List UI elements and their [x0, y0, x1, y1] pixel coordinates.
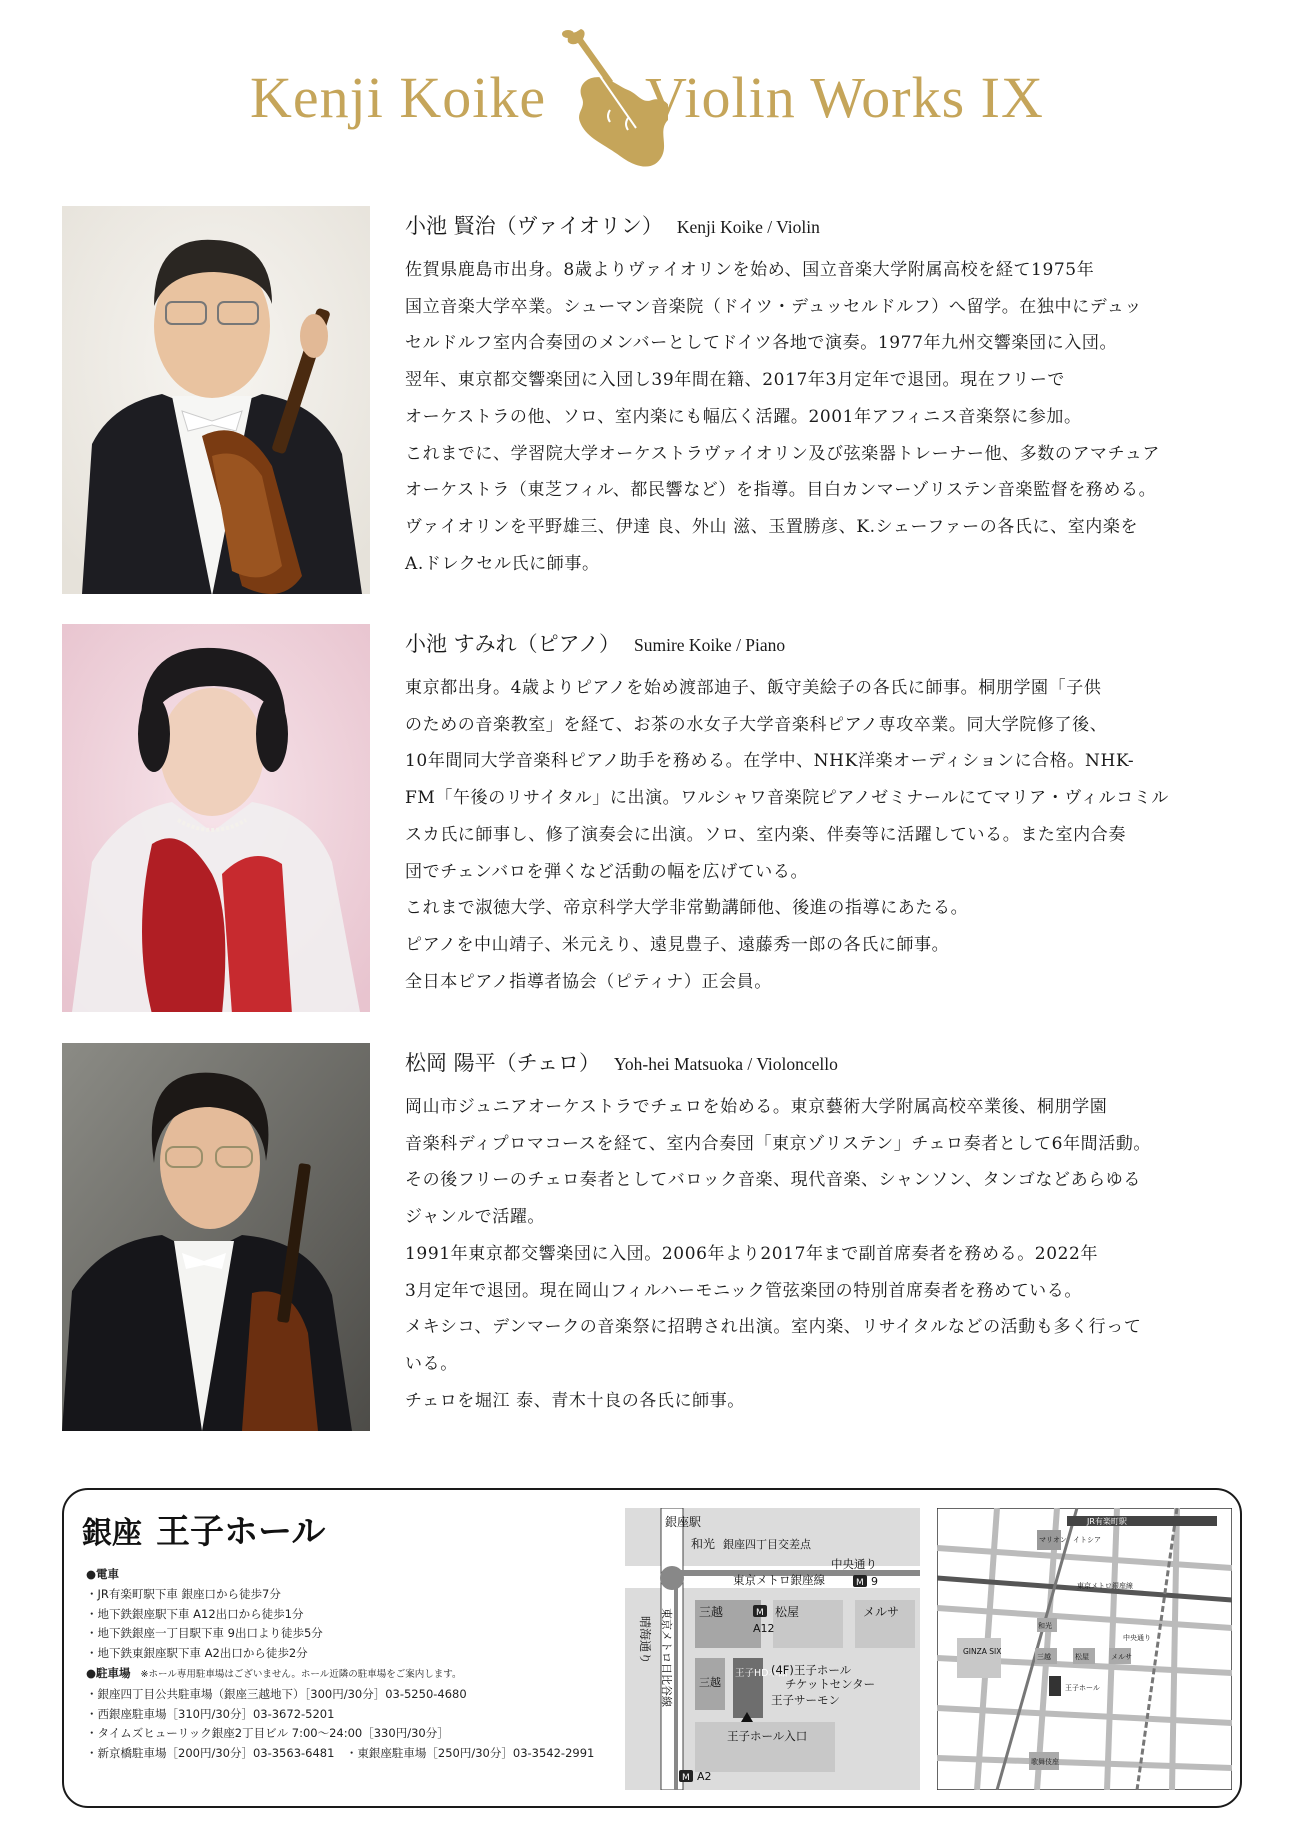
map-ticket-center: チケットセンター: [785, 1677, 876, 1691]
map-chuo: 中央通り: [1123, 1634, 1151, 1642]
bio-line: ヴァイオリンを平野雄三、伊達 良、外山 滋、玉置勝彦、K.シェーファーの各氏に、室内楽を: [405, 516, 1139, 537]
train-line: ・JR有楽町駅下車 銀座口から徒歩7分: [86, 1586, 281, 1601]
performer-name-en: Kenji Koike / Violin: [676, 217, 820, 237]
map-oji-salmon: 王子サーモン: [771, 1693, 840, 1707]
map-mullion: マリオン: [1039, 1536, 1067, 1544]
bio-line: 岡山市ジュニアオーケストラでチェロを始める。東京藝術大学附属高校卒業後、桐朋学園: [405, 1097, 1108, 1117]
map-oji-hall: 王子ホール: [1065, 1684, 1100, 1692]
map-harumi-dori: 晴海通り: [638, 1616, 652, 1665]
performer-photo-kenji: [62, 206, 370, 594]
metro-icon: M: [856, 1578, 864, 1588]
metro-icon: M: [756, 1608, 764, 1618]
map-chuo-dori: 中央通り: [831, 1557, 877, 1571]
map-exit-a2: A2: [697, 1770, 712, 1783]
map-mitsukoshi: 三越: [699, 1676, 721, 1689]
parking-heading: ●駐車場: [86, 1665, 131, 1680]
bio-line: 10年間同大学音楽科ピアノ助手を務める。在学中、NHK洋楽オーディションに合格。NHK-: [405, 751, 1135, 772]
map-matsuya: 松屋: [1075, 1653, 1089, 1661]
bio-line: ピアノを中山靖子、米元えり、遠見豊子、遠藤秀一郎の各氏に師事。: [405, 934, 950, 955]
venue-name: 王子ホール: [156, 1512, 326, 1552]
bio-line: のための音楽教室」を経て、お茶の水女子大学音楽科ピアノ専攻卒業。同大学院修了後、: [405, 714, 1108, 735]
bio-line: スカ氏に師事し、修了演奏会に出演。ソロ、室内楽、伴奏等に活躍している。また室内合奏: [405, 824, 1126, 845]
metro-icon: M: [682, 1773, 690, 1783]
bio-line: 音楽科ディプロマコースを経て、室内合奏団「東京ゾリステン」チェロ奏者として6年間活動。: [405, 1133, 1152, 1154]
header-title-right: Violin Works IX: [645, 65, 1044, 130]
bio-line: 団でチェンバロを弾くなど活動の幅を広げている。: [405, 861, 809, 882]
performer-name-en: Yoh-hei Matsuoka / Violoncello: [614, 1054, 838, 1074]
bio-line: セルドルフ室内合奏団のメンバーとしてドイツ各地で演奏。1977年九州交響楽団に入団。: [405, 333, 1118, 354]
area-map: [937, 1508, 1232, 1790]
bio-line: 1991年東京都交響楽団に入団。2006年より2017年まで副首席奏者を務める。2022年: [405, 1243, 1099, 1264]
bio-line: チェロを堀江 泰、青木十良の各氏に師事。: [405, 1390, 745, 1411]
bio-line: ジャンルで活躍。: [405, 1207, 546, 1228]
bio-line: 東京都出身。4歳よりピアノを始め渡部迪子、飯守美絵子の各氏に師事。桐朋学園「子供: [405, 678, 1102, 698]
map-exit-9: 9: [871, 1575, 878, 1588]
parking-line: ・タイムズヒューリック銀座2丁目ビル 7:00～24:00［330円/30分］: [86, 1726, 449, 1741]
train-line: ・地下鉄銀座駅下車 A12出口から徒歩1分: [86, 1606, 304, 1621]
header-title-left: Kenji Koike: [250, 65, 547, 130]
bio-line: A.ドレクセル氏に師事。: [405, 553, 600, 574]
map-melsa: メルサ: [863, 1605, 900, 1619]
bio-line: 全日本ピアノ指導者協会（ピティナ）正会員。: [405, 971, 772, 992]
map-itocia: イトシア: [1073, 1536, 1101, 1544]
map-wako: 和光: [691, 1537, 716, 1551]
map-hall-entrance: 王子ホール入口: [727, 1729, 808, 1743]
map-oji-hd: 王子HD本館: [735, 1668, 788, 1679]
map-melsa: メルサ: [1111, 1653, 1132, 1661]
performer-bio: [405, 252, 1245, 582]
map-metro-ginza: 東京メトロ銀座線: [1077, 1582, 1133, 1590]
local-access-map: [625, 1508, 920, 1790]
map-matsuya: 松屋: [775, 1605, 800, 1619]
performer-photo-sumire: [62, 624, 370, 1012]
map-metro-ginza-line: 東京メトロ銀座線: [733, 1573, 825, 1587]
map-mitsukoshi: 三越: [1037, 1653, 1051, 1661]
performer-bio: [405, 1089, 1245, 1419]
map-ginza-six: GINZA SIX: [963, 1647, 1002, 1656]
train-line: ・地下鉄銀座一丁目駅下車 9出口より徒歩5分: [86, 1626, 323, 1641]
parking-line: ・新京橋駐車場［200円/30分］03-3563-6481 ・東銀座駐車場［250円/30分］03-3542-2991: [86, 1746, 595, 1761]
svg-text:銀座駅: [665, 1514, 701, 1529]
bio-line: 国立音楽大学卒業。シューマン音楽院（ドイツ・デュッセルドルフ）へ留学。在独中にデュッ: [405, 296, 1142, 317]
map-exit-a12: A12: [753, 1622, 775, 1635]
parking-line: ・西銀座駐車場［310円/30分］03-3672-5201: [86, 1706, 335, 1721]
bio-line: 翌年、東京都交響楽団に入団し39年間在籍、2017年3月定年で退団。現在フリーで: [405, 370, 1066, 391]
venue-area: 銀座: [82, 1516, 142, 1551]
map-ginza-station: 銀座駅: [665, 1515, 702, 1529]
performer-photo-yohei: [62, 1043, 370, 1431]
bio-line: オーケストラ（東芝フィル、都民響など）を指導。目白カンマーゾリステン音楽監督を務める。: [405, 480, 1157, 501]
parking-note: ※ホール専用駐車場はございません。ホール近隣の駐車場をご案内します。: [140, 1668, 462, 1680]
map-kabukiza: 歌舞伎座: [1031, 1758, 1059, 1766]
map-wako: 和光: [1038, 1622, 1052, 1630]
access-info: [86, 1565, 594, 1764]
map-metro-hibiya-line: 東京メトロ日比谷線: [660, 1608, 673, 1707]
bio-line: メキシコ、デンマークの音楽祭に招聘され出演。室内楽、リサイタルなどの活動も多く行って: [405, 1317, 1142, 1338]
map-jr-yurakucho: JR有楽町駅: [1087, 1517, 1127, 1526]
bio-line: 3月定年で退団。現在岡山フィルハーモニック管弦楽団の特別首席奏者を務めている。: [405, 1280, 1082, 1301]
performer-name-jp: 小池 すみれ（ピアノ）: [405, 632, 620, 656]
train-heading: ●電車: [86, 1567, 120, 1581]
bio-line: これまでに、学習院大学オーケストラヴァイオリン及び弦楽器トレーナー他、多数のアマチュア: [405, 443, 1160, 464]
parking-line: ・銀座四丁目公共駐車場（銀座三越地下）［300円/30分］03-5250-4680: [86, 1686, 467, 1701]
performer-bio: [405, 670, 1245, 1000]
train-line: ・地下鉄東銀座駅下車 A2出口から徒歩2分: [86, 1646, 308, 1661]
map-crossing: 銀座四丁目交差点: [723, 1538, 811, 1551]
bio-line: 佐賀県鹿島市出身。8歳よりヴァイオリンを始め、国立音楽大学附属高校を経て1975年: [405, 260, 1095, 280]
performer-name-jp: 松岡 陽平（チェロ）: [405, 1051, 601, 1075]
venue-title: [82, 1504, 325, 1553]
bio-line: その後フリーのチェロ奏者としてバロック音楽、現代音楽、シャンソン、タンゴなどあらゆる: [405, 1170, 1141, 1191]
map-hall-floor: (4F)王子ホール: [771, 1663, 852, 1677]
map-mitsukoshi: 三越: [699, 1605, 724, 1619]
bio-line: これまで淑徳大学、帝京科学大学非常勤講師他、後進の指導にあたる。: [405, 898, 969, 919]
performer-name-jp: 小池 賢治（ヴァイオリン）: [405, 214, 663, 238]
bio-line: いる。: [405, 1353, 458, 1374]
bio-line: オーケストラの他、ソロ、室内楽にも幅広く活躍。2001年アフィニス音楽祭に参加。: [405, 406, 1082, 427]
performer-name-en: Sumire Koike / Piano: [634, 635, 786, 655]
bio-line: FM「午後のリサイタル」に出演。ワルシャワ音楽院ピアノゼミナールにてマリア・ヴィルコミル: [405, 788, 1169, 809]
